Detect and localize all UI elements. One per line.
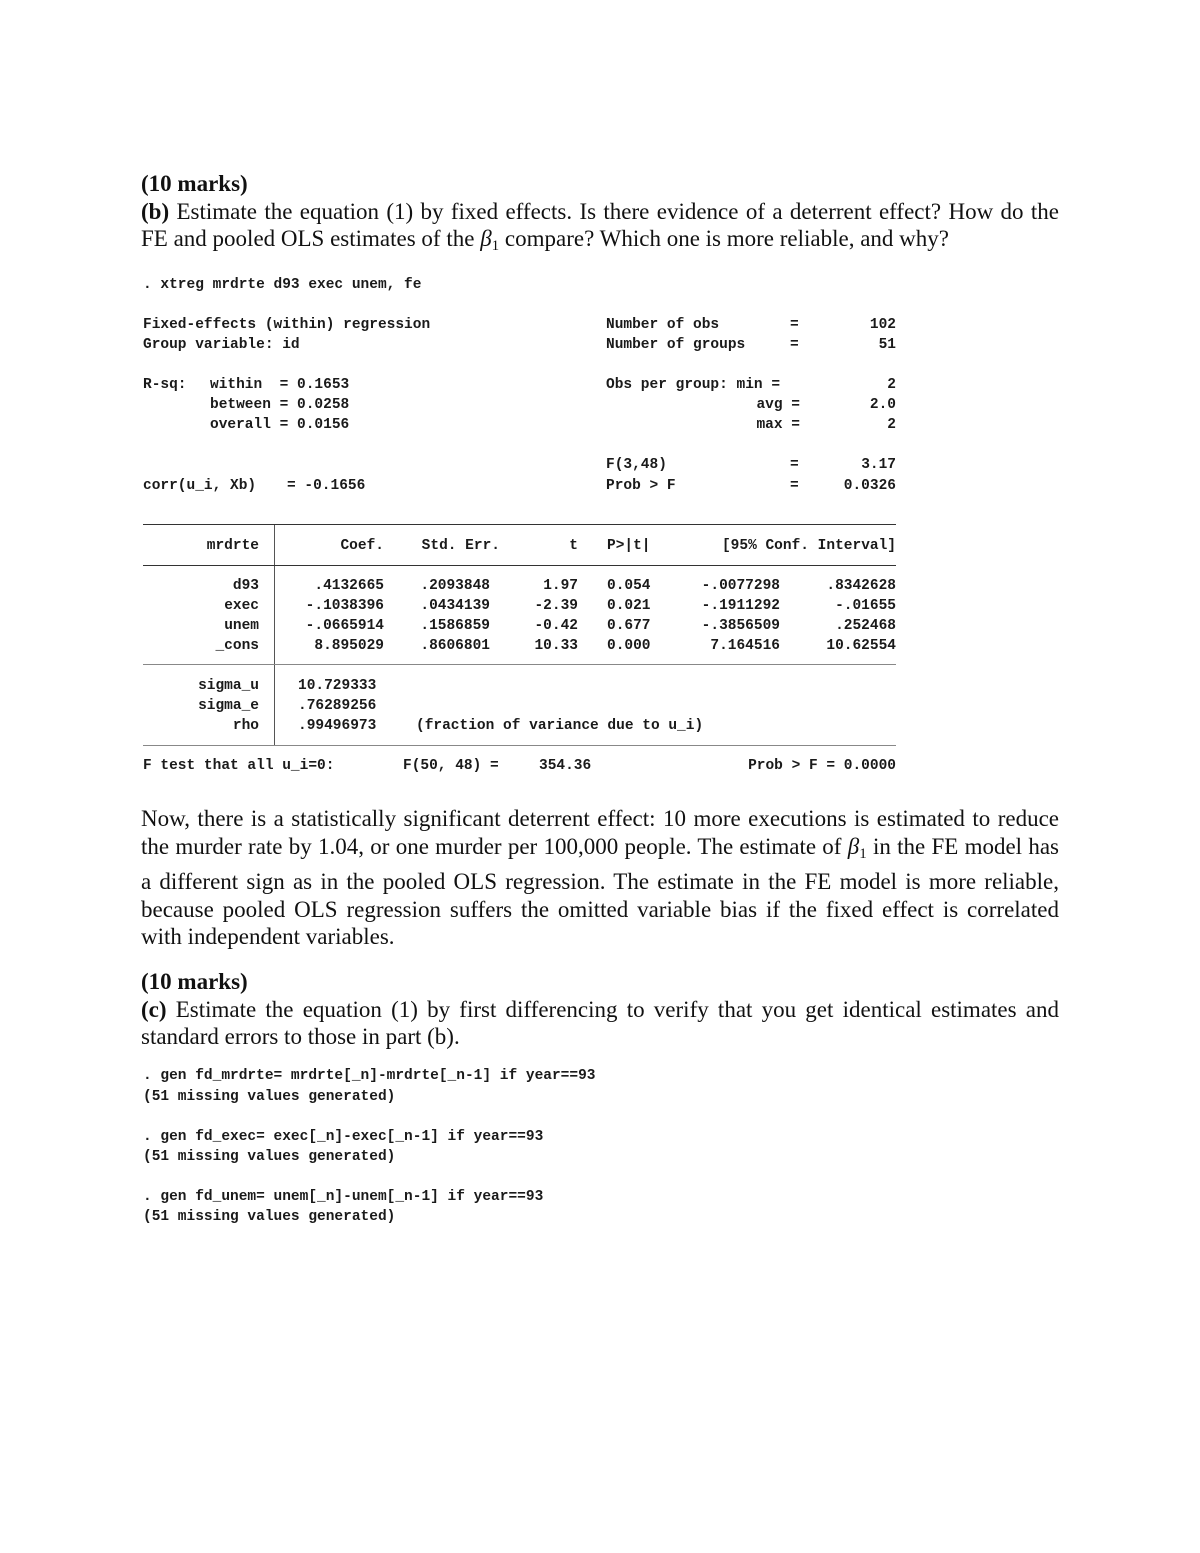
part-c-marks: (10 marks) [141,969,248,994]
corr-value: = -0.1656 [287,478,366,494]
answer-b-paragraph [141,805,1059,951]
col-t: t [569,538,578,554]
ngroups-label: Number of groups [606,337,746,353]
col-confint: [95% Conf. Interval] [721,538,896,554]
col-stderr: Std. Err. [421,538,500,554]
row-p: 0.677 [607,618,651,634]
part-b-text-1: Estimate the equation (1) by fixed effects. Is there evidence of a deterrent effect? How do the FE and pooled OLS estimates of the [141,198,1059,251]
gen-fd-exec-output: (51 missing values generated) [143,1149,396,1165]
beta-symbol: β [480,226,492,251]
part-c-body: Estimate the equation (1) by first differencing to verify that you get identical estimates and standard errors to those in part (b). [141,996,1059,1049]
rsq-within: within = 0.1653 [210,377,350,393]
obs-per-group-label: Obs per group: min = [606,377,781,393]
row-coef: .4132665 [314,578,384,594]
part-b-marks: (10 marks) [141,171,248,196]
part-c-question [141,968,1059,1051]
sigma-u-label: sigma_u [198,678,259,694]
rsq-label: R-sq: [143,377,187,393]
sigma-e-label: sigma_e [198,698,259,714]
row-p: 0.021 [607,598,651,614]
ftest-stat: F(50, 48) = [403,758,499,774]
group-variable: Group variable: id [143,337,300,353]
part-c-label: (c) [141,996,167,1022]
table-header-rule [143,565,896,566]
answer-b-text-1: Now, there is a statistically significant deterrent effect: 10 more executions is estimated to reduce the murder rate by 1.04, or one murder per 100,000 people. The estimate of [141,806,1059,859]
row-t: 1.97 [543,578,578,594]
gen-fd-exec-command: . gen fd_exec= exec[_n]-exec[_n-1] if year==93 [143,1129,544,1145]
f-stat-label: F(3,48) [606,457,667,473]
beta-symbol: β [847,833,860,859]
row-se: .2093848 [420,578,490,594]
row-ci-low: -.1911292 [701,598,780,614]
ftest-value: 354.36 [539,758,592,774]
obs-avg-label: avg = [756,397,800,413]
f-stat-value: 3.17 [861,457,896,473]
part-b-text-2: compare? Which one is more reliable, and why? [499,226,949,251]
row-ci-low: -.3856509 [701,618,780,634]
row-p: 0.000 [607,638,651,654]
regression-title: Fixed-effects (within) regression [143,317,431,333]
row-ci-high: .8342628 [826,578,896,594]
table-top-rule [143,524,896,525]
row-ci-high: -.01655 [835,598,896,614]
rho-note: (fraction of variance due to u_i) [416,718,704,734]
obs-avg-value: 2.0 [869,397,896,413]
row-var: unem [224,618,259,634]
gen-fd-mrdrte-command: . gen fd_mrdrte= mrdrte[_n]-mrdrte[_n-1] if year==93 [143,1068,596,1084]
beta-subscript: 1 [859,845,867,862]
row-se: .0434139 [420,598,490,614]
col-coef: Coef. [340,538,384,554]
table-mid-rule [143,664,896,665]
xtreg-command: . xtreg mrdrte d93 exec unem, fe [143,277,422,293]
row-se: .8606801 [420,638,490,654]
sigma-e-value: .76289256 [298,698,377,714]
f-stat-eq: = [790,457,799,473]
obs-max-value: 2 [887,417,896,433]
row-t: -0.42 [534,618,578,634]
answer-b-text-2: in the FE model has a different sign as in the pooled OLS regression. The estimate in the FE model is more reliable, because pooled OLS regression suffers the omitted variable bias if the fixed effect is correlated with independent variables. [141,833,1059,949]
prob-f-eq: = [790,478,799,494]
ngroups-eq: = [790,337,799,353]
row-var: exec [224,598,259,614]
part-b-label: (b) [141,198,170,224]
row-se: .1586859 [420,618,490,634]
row-t: -2.39 [534,598,578,614]
ftest-label: F test that all u_i=0: [143,758,335,774]
row-p: 0.054 [607,578,651,594]
part-b-text [141,198,1059,261]
row-ci-low: 7.164516 [710,638,780,654]
obs-min-value: 2 [887,377,896,393]
row-var: d93 [232,578,259,594]
rho-value: .99496973 [298,718,377,734]
rsq-overall: overall = 0.0156 [210,417,350,433]
nobs-value: 102 [869,317,896,333]
gen-fd-unem-command: . gen fd_unem= unem[_n]-unem[_n-1] if year==93 [143,1189,544,1205]
part-c-text [141,996,1059,1051]
row-coef: -.0665914 [305,618,384,634]
row-coef: -.1038396 [305,598,384,614]
nobs-label: Number of obs [606,317,720,333]
gen-fd-unem-output: (51 missing values generated) [143,1209,396,1225]
beta-subscript: 1 [491,238,500,254]
row-ci-high: .252468 [835,618,896,634]
table-bottom-rule [143,745,896,746]
sigma-u-value: 10.729333 [298,678,377,694]
obs-max-label: max = [756,417,800,433]
part-b-question [141,170,1059,261]
ngroups-value: 51 [878,337,896,353]
prob-f-label: Prob > F [606,478,676,494]
col-pvalue: P>|t| [607,538,651,554]
row-ci-high: 10.62554 [826,638,896,654]
col-depvar: mrdrte [206,538,259,554]
corr-label: corr(u_i, Xb) [143,478,257,494]
rho-label: rho [232,718,259,734]
gen-fd-mrdrte-output: (51 missing values generated) [143,1089,396,1105]
row-t: 10.33 [534,638,578,654]
rsq-between: between = 0.0258 [210,397,350,413]
row-coef: 8.895029 [314,638,384,654]
table-vertical-rule [274,525,275,745]
ftest-prob: Prob > F = 0.0000 [748,758,896,774]
row-ci-low: -.0077298 [701,578,780,594]
prob-f-value: 0.0326 [843,478,896,494]
row-var: _cons [215,638,259,654]
nobs-eq: = [790,317,799,333]
